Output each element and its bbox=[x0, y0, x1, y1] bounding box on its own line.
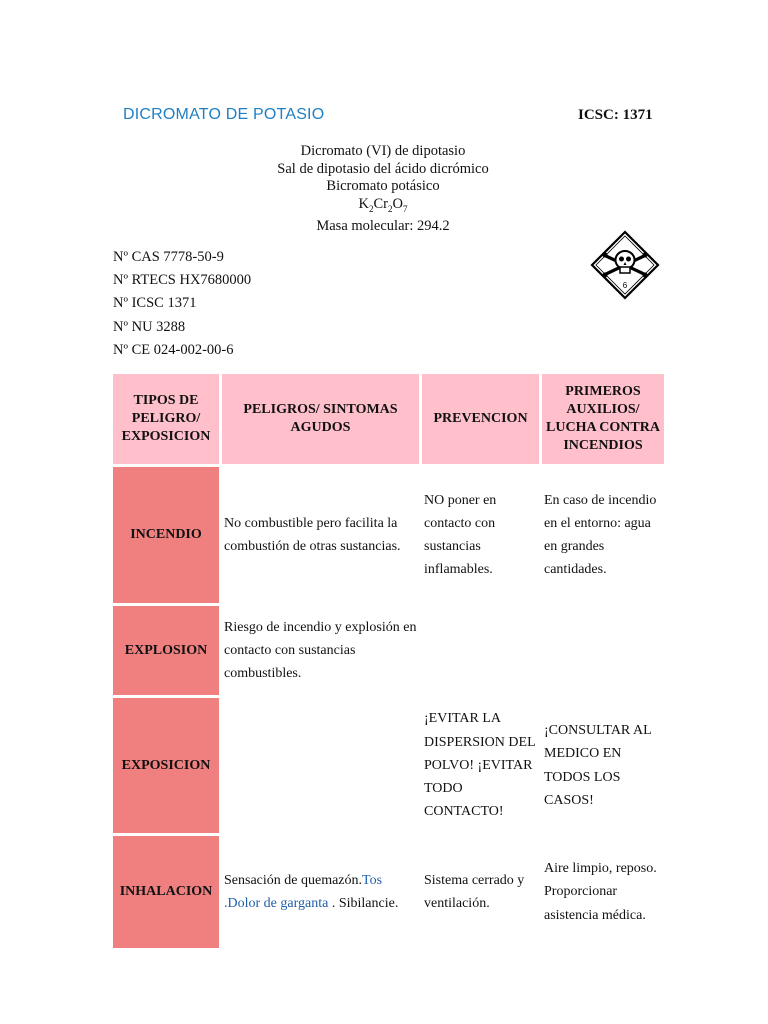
header-tipos: TIPOS DE PELIGRO/ EXPOSICION bbox=[113, 374, 219, 464]
synonym-line: Bicromato potásico bbox=[326, 178, 440, 194]
aid-cell: ¡CONSULTAR AL MEDICO EN TODOS LOS CASOS! bbox=[544, 723, 652, 808]
link-separator: . bbox=[224, 896, 228, 911]
hazard-class-number: 6 bbox=[622, 281, 628, 290]
type-explosion: EXPLOSION bbox=[113, 606, 219, 695]
prevention-cell: NO poner en contacto con sustancias inflamables. bbox=[424, 492, 497, 578]
header-prevencion: PREVENCION bbox=[422, 374, 539, 464]
identifiers-list bbox=[113, 246, 251, 362]
hazard-text: Sensación de quemazón. bbox=[224, 872, 363, 888]
chemical-formula: $K_2Cr_2O_7$ bbox=[358, 195, 408, 214]
hazard-cell bbox=[222, 698, 419, 833]
icsc-id: Nº ICSC 1371 bbox=[113, 295, 197, 312]
table-row bbox=[113, 698, 664, 833]
document-title: DICROMATO DE POTASIO bbox=[123, 106, 325, 123]
hazard-cell: Riesgo de incendio y explosión en contacto con sustancias combustibles. bbox=[224, 619, 417, 682]
synonym-line: Sal de dipotasio del ácido dicrómico bbox=[277, 160, 489, 177]
prevention-cell: ¡EVITAR LA DISPERSION DEL POLVO! ¡EVITAR TODO CONTACTO! bbox=[424, 711, 536, 820]
hazard-cell bbox=[222, 836, 419, 948]
aid-cell: En caso de incendio en el entorno: agua en grandes cantidades. bbox=[544, 492, 657, 578]
header-peligros: PELIGROS/ SINTOMAS AGUDOS bbox=[222, 374, 419, 464]
icsc-number: ICSC: 1371 bbox=[578, 107, 653, 123]
aid-cell bbox=[542, 606, 664, 695]
type-inhalacion: INHALACION bbox=[113, 836, 219, 948]
ce-number: Nº CE 024-002-00-6 bbox=[113, 341, 234, 358]
header-primeros-auxilios: PRIMEROS AUXILIOS/ LUCHA CONTRA INCENDIOS bbox=[542, 374, 664, 464]
aid-cell: Aire limpio, reposo. Proporcionar asistencia médica. bbox=[544, 861, 657, 923]
cas-number: Nº CAS 7778-50-9 bbox=[113, 249, 224, 265]
nu-number: Nº NU 3288 bbox=[113, 318, 186, 335]
hazard-cell: No combustible pero facilita la combustión de otras sustancias. bbox=[224, 515, 401, 554]
table-row bbox=[113, 606, 664, 695]
type-incendio: INCENDIO bbox=[113, 467, 219, 603]
toxic-skull-crossbones-icon bbox=[590, 230, 660, 300]
synonym-line: Dicromato (VI) de dipotasio bbox=[300, 143, 466, 159]
prevention-cell: Sistema cerrado y ventilación. bbox=[424, 872, 525, 911]
table-header-row bbox=[113, 374, 664, 464]
table-row bbox=[113, 467, 664, 603]
molecular-mass: Masa molecular: 294.2 bbox=[316, 217, 450, 234]
prevention-cell bbox=[422, 606, 539, 695]
hazard-table bbox=[110, 371, 667, 951]
table-row bbox=[113, 836, 664, 948]
dolor-de-garganta-link[interactable]: Dolor de garganta bbox=[227, 896, 329, 911]
synonyms-block bbox=[190, 143, 576, 235]
hazard-text: . Sibilancie. bbox=[328, 896, 399, 911]
tos-link[interactable]: Tos bbox=[362, 872, 383, 888]
type-exposicion: EXPOSICION bbox=[113, 698, 219, 833]
rtecs-number: Nº RTECS HX7680000 bbox=[113, 272, 252, 289]
